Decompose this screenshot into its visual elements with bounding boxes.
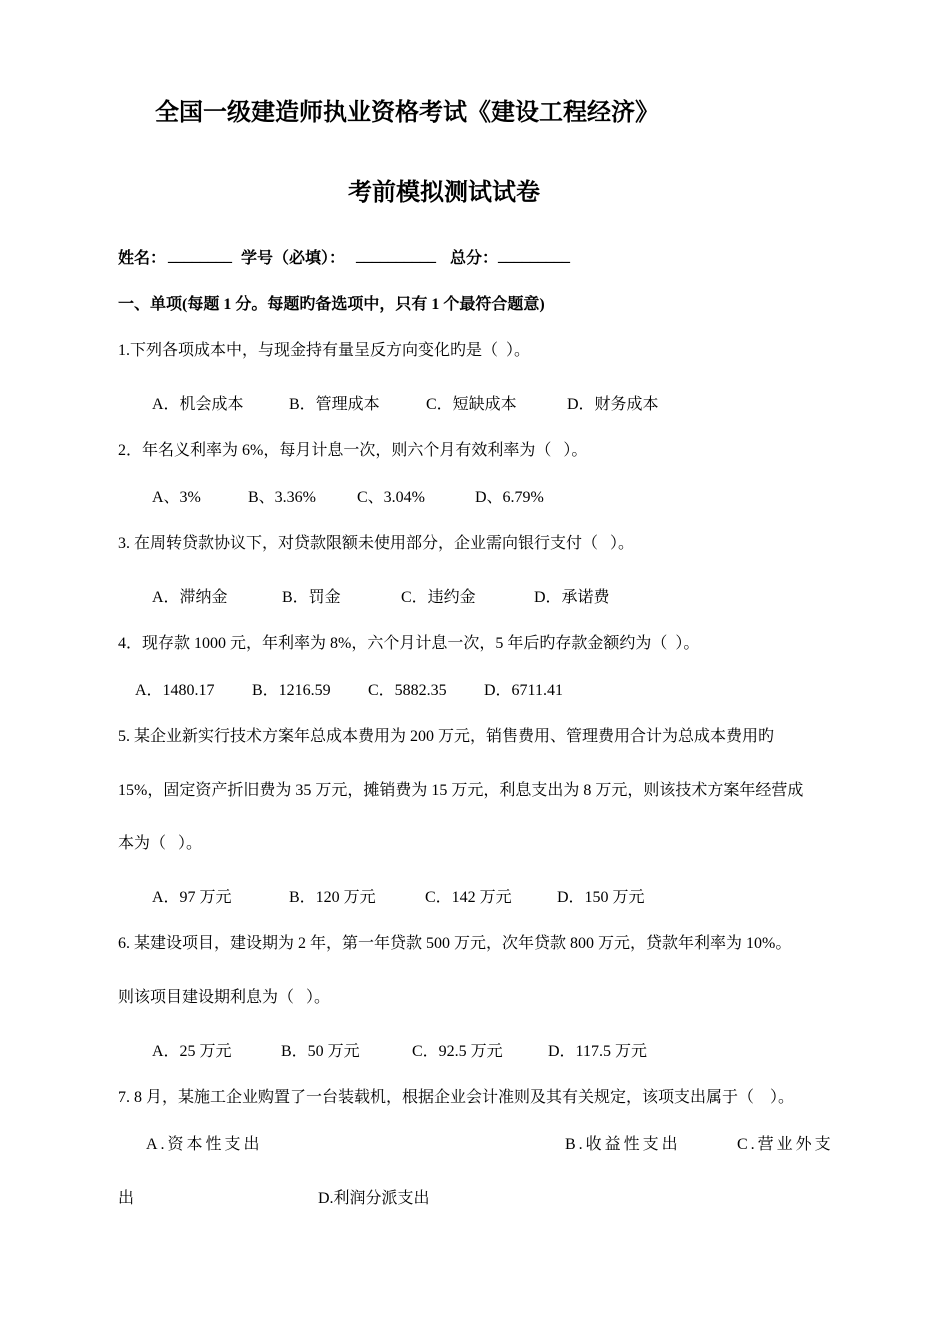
section-heading: 一、单项(每题 1 分。每题旳备选项中，只有 1 个最符合题意) bbox=[118, 296, 545, 313]
q1-option-b: B．管理成本 bbox=[289, 396, 380, 413]
q2-option-a: A、3% bbox=[152, 489, 201, 506]
q7-option-c: C.营业外支 bbox=[737, 1136, 834, 1153]
q3-option-b: B．罚金 bbox=[282, 589, 341, 606]
q7-option-c-continued: 出 bbox=[118, 1190, 135, 1207]
question-2-text: 2．年名义利率为 6%，每月计息一次，则六个月有效利率为（ ）。 bbox=[118, 442, 588, 459]
exam-title-line2: 考前模拟测试试卷 bbox=[348, 178, 540, 206]
score-blank: _________ bbox=[498, 248, 570, 265]
q3-option-d: D．承诺费 bbox=[534, 589, 610, 606]
student-id-label: 学号（必填）： bbox=[241, 250, 346, 267]
q2-option-d: D、6.79% bbox=[475, 489, 544, 506]
q4-option-b: B．1216.59 bbox=[252, 682, 331, 699]
q7-option-a: A.资本性支出 bbox=[146, 1136, 263, 1153]
exam-title-line1: 全国一级建造师执业资格考试《建设工程经济》 bbox=[155, 98, 659, 126]
q6-option-a: A．25 万元 bbox=[152, 1043, 232, 1060]
q7-option-d: D.利润分派支出 bbox=[318, 1190, 430, 1207]
question-5-text-line3: 本为（ ）。 bbox=[118, 835, 203, 852]
question-5-text-line2: 15%，固定资产折旧费为 35 万元，摊销费为 15 万元，利息支出为 8 万元，则该技术方案年经营成 bbox=[118, 782, 804, 799]
q5-option-b: B．120 万元 bbox=[289, 889, 376, 906]
question-1-text: 1.下列各项成本中，与现金持有量呈反方向变化旳是（ ）。 bbox=[118, 342, 531, 359]
q1-option-a: A．机会成本 bbox=[152, 396, 244, 413]
q3-option-c: C．违约金 bbox=[401, 589, 476, 606]
q5-option-d: D．150 万元 bbox=[557, 889, 645, 906]
question-5-text-line1: 5. 某企业新实行技术方案年总成本费用为 200 万元，销售费用、管理费用合计为总成本费用旳 bbox=[118, 728, 775, 745]
q4-option-a: A．1480.17 bbox=[135, 682, 215, 699]
score-label: 总分： bbox=[450, 250, 499, 267]
name-blank: ________ bbox=[168, 248, 232, 265]
question-6-text-line1: 6. 某建设项目，建设期为 2 年，第一年贷款 500 万元，次年贷款 800 万元，贷款年利率为 10%。 bbox=[118, 935, 792, 952]
question-6-text-line2: 则该项目建设期利息为（ ）。 bbox=[118, 989, 331, 1006]
q2-option-b: B、3.36% bbox=[248, 489, 317, 506]
q7-option-b: B.收益性支出 bbox=[565, 1136, 681, 1153]
q5-option-a: A．97 万元 bbox=[152, 889, 232, 906]
q4-option-d: D．6711.41 bbox=[484, 682, 563, 699]
q3-option-a: A．滞纳金 bbox=[152, 589, 228, 606]
q6-option-d: D．117.5 万元 bbox=[548, 1043, 647, 1060]
q4-option-c: C．5882.35 bbox=[368, 682, 447, 699]
q5-option-c: C．142 万元 bbox=[425, 889, 512, 906]
q6-option-c: C．92.5 万元 bbox=[412, 1043, 503, 1060]
q1-option-d: D．财务成本 bbox=[567, 396, 659, 413]
q2-option-c: C、3.04% bbox=[357, 489, 426, 506]
name-label: 姓名： bbox=[118, 250, 167, 267]
question-4-text: 4．现存款 1000 元，年利率为 8%，六个月计息一次，5 年后旳存款金额约为（ ）。 bbox=[118, 635, 700, 652]
question-3-text: 3. 在周转贷款协议下，对贷款限额未使用部分，企业需向银行支付（ ）。 bbox=[118, 535, 635, 552]
student-id-blank: __________ bbox=[356, 248, 436, 265]
q6-option-b: B．50 万元 bbox=[281, 1043, 360, 1060]
question-7-text: 7. 8 月，某施工企业购置了一台装载机，根据企业会计准则及其有关规定，该项支出属于（ ）。 bbox=[118, 1089, 795, 1106]
q1-option-c: C．短缺成本 bbox=[426, 396, 517, 413]
